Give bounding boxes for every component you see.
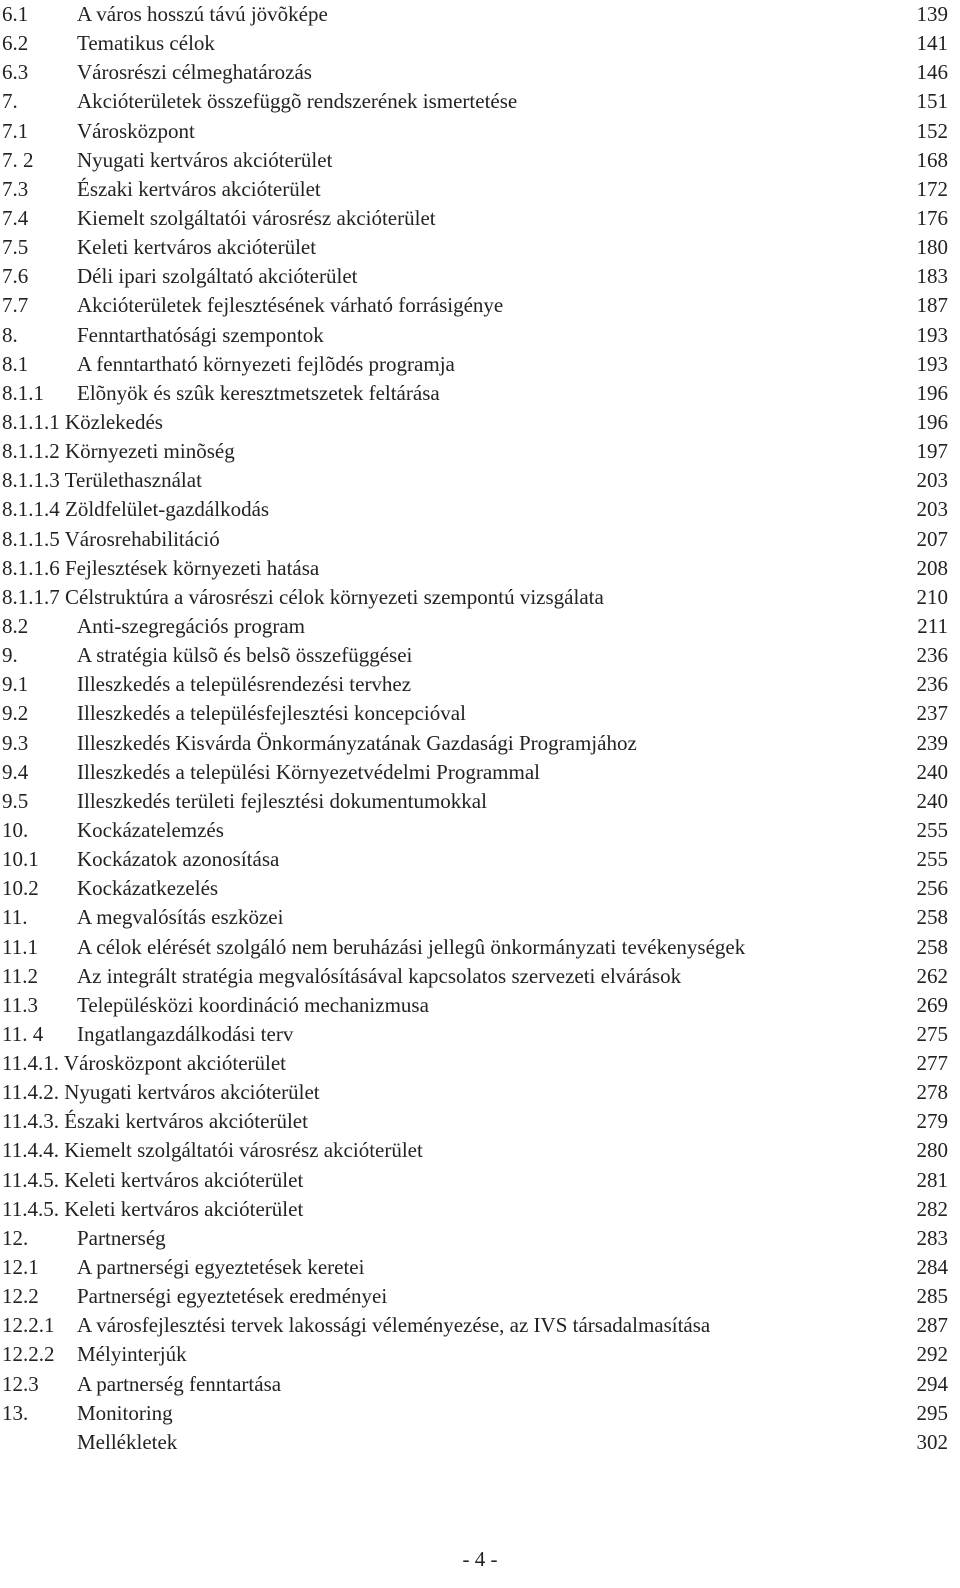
toc-entry[interactable] [0,1195,960,1224]
toc-entry[interactable] [0,699,960,728]
toc-entry-number: 9. [2,643,18,668]
toc-entry-number: 8.1.1 [2,380,44,405]
toc-entry-number: 12. [2,1225,29,1250]
toc-entry-page: 141 [916,31,948,56]
toc-entry-page: 295 [916,1400,948,1425]
toc-entry-number: 7.6 [2,264,29,289]
toc-entry-page: 255 [916,847,948,872]
toc-entry-page: 240 [916,788,948,813]
toc-entry[interactable] [0,262,960,291]
toc-entry-page: 146 [916,60,948,85]
toc-entry-number: 9.4 [2,759,29,784]
toc-entry[interactable] [0,437,960,466]
toc-entry-title: Illeszkedés a települési Környezetvédelmi Programmal [77,759,540,784]
toc-entry-page: 183 [916,264,948,289]
toc-entry[interactable] [0,175,960,204]
toc-entry-page: 278 [916,1080,948,1105]
toc-entry-title: 11.4.1. Városközpont akcióterület [2,1051,287,1076]
toc-entry-number: 12.2 [2,1284,39,1309]
toc-entry-title: Kockázatkezelés [77,876,219,901]
toc-entry-page: 193 [916,322,948,347]
toc-entry-number: 7.3 [2,176,29,201]
toc-entry-title: 8.1.1.6 Fejlesztések környezeti hatása [2,555,320,580]
toc-entry-title: Keleti kertváros akcióterület [77,235,317,260]
toc-entry[interactable] [0,117,960,146]
toc-entry[interactable] [0,1136,960,1165]
toc-entry[interactable] [0,0,960,29]
toc-entry[interactable] [0,1311,960,1340]
toc-entry-title: 11.4.5. Keleti kertváros akcióterület [2,1196,304,1221]
toc-entry[interactable] [0,291,960,320]
toc-entry-title: Déli ipari szolgáltató akcióterület [77,264,358,289]
toc-entry-page: 151 [916,89,948,114]
toc-entry[interactable] [0,641,960,670]
toc-entry-page: 258 [916,905,948,930]
toc-entry-number: 9.5 [2,788,29,813]
toc-entry-number: 10.1 [2,847,39,872]
page-number: - 4 - [462,1547,498,1571]
toc-entry-title: Városrészi célmeghatározás [77,60,312,85]
toc-entry-number: 6.2 [2,31,29,56]
toc-entry-number: 7. [2,89,18,114]
toc-entry[interactable] [0,933,960,962]
toc-entry-title: Illeszkedés Kisvárda Önkormányzatának Gazdasági Programjához [77,730,637,755]
toc-entry-page: 239 [916,730,948,755]
toc-entry-page: 281 [916,1167,948,1192]
toc-entry-number: 13. [2,1400,29,1425]
toc-entry-page: 275 [916,1021,948,1046]
toc-entry-page: 139 [916,2,948,26]
toc-entry-number: 11. [2,905,28,930]
toc-entry-page: 187 [916,293,948,318]
toc-entry-title: Partnerség [77,1225,166,1250]
toc-entry-number: 8.2 [2,613,29,638]
toc-entry[interactable] [0,1078,960,1107]
toc-entry-page: 203 [916,497,948,522]
toc-entry-number: 12.3 [2,1371,39,1396]
toc-entry-title: Városközpont [77,118,195,143]
toc-entry[interactable] [0,1340,960,1369]
toc-entry[interactable] [0,758,960,787]
toc-entry-title: 11.4.4. Kiemelt szolgáltatói városrész akcióterület [2,1138,423,1163]
toc-entry-page: 237 [916,701,948,726]
toc-entry-title: Kockázatok azonosítása [77,847,280,872]
toc-entry-title: Tematikus célok [77,31,215,56]
toc-entry-title: 8.1.1.7 Célstruktúra a városrészi célok környezeti szempontú vizsgálata [2,584,604,609]
toc-entry[interactable] [0,787,960,816]
toc-entry-page: 236 [916,643,948,668]
toc-entry-title: Az integrált stratégia megvalósításával kapcsolatos szervezeti elvárások [77,963,682,988]
toc-entry-page: 211 [917,613,948,638]
toc-entry[interactable] [0,204,960,233]
toc-entry[interactable] [0,1253,960,1282]
toc-entry-page: 240 [916,759,948,784]
toc-entry[interactable] [0,233,960,262]
toc-entry-page: 287 [916,1313,948,1338]
toc-entry[interactable] [0,1224,960,1253]
toc-entry-number: 9.3 [2,730,29,755]
toc-entry-number: 7.4 [2,205,29,230]
toc-entry-title: Akcióterületek fejlesztésének várható forrásigénye [77,293,504,318]
toc-entry[interactable] [0,962,960,991]
toc-entry-page: 210 [916,584,948,609]
toc-entry-number: 10.2 [2,876,39,901]
toc-entry-number: 11. 4 [2,1021,44,1046]
toc-entry[interactable] [0,525,960,554]
toc-entry[interactable] [0,991,960,1020]
toc-entry-title: 8.1.1.4 Zöldfelület-gazdálkodás [2,497,270,522]
toc-entry[interactable] [0,1282,960,1311]
toc-entry[interactable] [0,466,960,495]
toc-entry-title: Kockázatelemzés [77,817,224,842]
toc-entry[interactable] [0,816,960,845]
toc-entry-page: 180 [916,235,948,260]
toc-entry-title: Mélyinterjúk [77,1342,187,1367]
toc-entry-title: Településközi koordináció mechanizmusa [77,992,429,1017]
toc-entry-number: 7.5 [2,235,29,260]
toc-entry[interactable] [0,845,960,874]
toc-entry[interactable] [0,1370,960,1399]
toc-entry-title: A városfejlesztési tervek lakossági véleményezése, az IVS társadalmasítása [77,1313,711,1338]
toc-entry[interactable] [0,350,960,379]
toc-entry[interactable] [0,1020,960,1049]
toc-entry[interactable] [0,321,960,350]
toc-entry[interactable] [0,146,960,175]
toc-entry-page: 196 [916,380,948,405]
toc-entry-title: 11.4.3. Északi kertváros akcióterület [2,1109,308,1134]
toc-entry-page: 207 [916,526,948,551]
toc-entry-number: 11.1 [2,934,38,959]
toc-entry[interactable] [0,58,960,87]
toc-entry-number: 7.7 [2,293,29,318]
toc-entry-page: 262 [916,963,948,988]
toc-entry-title: Partnerségi egyeztetések eredményei [77,1284,388,1309]
toc-entry-title: A fenntartható környezeti fejlõdés programja [77,351,455,376]
toc-entry-title: Elõnyök és szûk keresztmetszetek feltárása [77,380,440,405]
toc-entry-page: 258 [916,934,948,959]
toc-entry-page: 256 [916,876,948,901]
toc-entry[interactable] [0,1399,960,1428]
toc-entry-title: Ingatlangazdálkodási terv [77,1021,294,1046]
toc-entry-title: A város hosszú távú jövõképe [77,2,328,26]
toc-entry-page: 197 [916,439,948,464]
toc-entry-number: 7.1 [2,118,29,143]
toc-entry[interactable] [0,1107,960,1136]
toc-entry-title: A partnerségi egyeztetések keretei [77,1255,365,1280]
toc-entry-title: 8.1.1.2 Környezeti minõség [2,439,235,464]
toc-entry-number: 9.1 [2,672,29,697]
toc-entry-title: Nyugati kertváros akcióterület [77,147,333,172]
toc-entry-page: 302 [916,1429,948,1454]
toc-entry-number: 12.2.1 [2,1313,55,1338]
toc-entry[interactable] [0,1428,960,1457]
toc-entry-number: 11.3 [2,992,38,1017]
toc-entry-page: 294 [916,1371,948,1396]
toc-entry-title: Illeszkedés területi fejlesztési dokumentumokkal [77,788,487,813]
toc-entry-page: 277 [916,1051,948,1076]
toc-entry[interactable] [0,1049,960,1078]
toc-entry-page: 203 [916,468,948,493]
toc-entry-number: 12.1 [2,1255,39,1280]
toc-entry-title: A megvalósítás eszközei [77,905,284,930]
toc-entry-page: 168 [916,147,948,172]
toc-entry[interactable] [0,583,960,612]
toc-entry-title: 8.1.1.3 Területhasználat [2,468,202,493]
toc-entry-page: 176 [916,205,948,230]
toc-entry-page: 269 [916,992,948,1017]
toc-entry-page: 236 [916,672,948,697]
toc-entry-page: 282 [916,1196,948,1221]
toc-entry-number: 8.1 [2,351,29,376]
toc-entry-page: 208 [916,555,948,580]
toc-entry-page: 172 [916,176,948,201]
toc-entry-title: Kiemelt szolgáltatói városrész akcióterület [77,205,436,230]
toc-entry[interactable] [0,495,960,524]
toc-entry-page: 285 [916,1284,948,1309]
toc-entry-title: 8.1.1.5 Városrehabilitáció [2,526,220,551]
toc-entry-number: 7. 2 [2,147,34,172]
toc-entry-title: 11.4.5. Keleti kertváros akcióterület [2,1167,304,1192]
toc-entry-title: Illeszkedés a településfejlesztési koncepcióval [77,701,466,726]
toc-entry-title: Akcióterületek összefüggõ rendszerének ismertetése [77,89,518,114]
toc-entry-title: A célok elérését szolgáló nem beruházási jellegû önkormányzati tevékenységek [77,934,746,959]
toc-entry-number: 10. [2,817,29,842]
toc-entry-title: Mellékletek [77,1429,178,1454]
toc-entry-page: 152 [916,118,948,143]
toc-entry-number: 12.2.2 [2,1342,55,1367]
toc-entry-title: 8.1.1.1 Közlekedés [2,409,163,434]
toc-entry-page: 279 [916,1109,948,1134]
toc-entry[interactable] [0,1166,960,1195]
toc-entry-number: 8. [2,322,18,347]
toc-entry[interactable] [0,29,960,58]
toc-entry-page: 283 [916,1225,948,1250]
toc-entry-page: 196 [916,409,948,434]
toc-entry-page: 255 [916,817,948,842]
toc-entry-page: 284 [916,1255,948,1280]
toc-entry-number: 9.2 [2,701,29,726]
toc-entry-title: Monitoring [77,1400,173,1425]
toc-entry-title: A partnerség fenntartása [77,1371,282,1396]
toc-entry[interactable] [0,87,960,116]
toc-entry-page: 292 [916,1342,948,1367]
toc-entry[interactable] [0,874,960,903]
toc-entry[interactable] [0,670,960,699]
toc-entry[interactable] [0,729,960,758]
toc-entry-number: 6.1 [2,2,29,26]
toc-entry[interactable] [0,379,960,408]
toc-entry[interactable] [0,408,960,437]
toc-entry[interactable] [0,903,960,932]
toc-entry[interactable] [0,554,960,583]
toc-entry-title: Fenntarthatósági szempontok [77,322,324,347]
toc-entry-page: 193 [916,351,948,376]
toc-entry-page: 280 [916,1138,948,1163]
toc-entry-title: A stratégia külsõ és belsõ összefüggései [77,643,413,668]
toc-entry-title: Illeszkedés a településrendezési tervhez [77,672,412,697]
toc-entry-title: Anti-szegregációs program [77,613,305,638]
toc-entry-number: 6.3 [2,60,29,85]
toc-entry-title: 11.4.2. Nyugati kertváros akcióterület [2,1080,320,1105]
toc-entry[interactable] [0,612,960,641]
toc-entry-number: 11.2 [2,963,38,988]
toc-entry-title: Északi kertváros akcióterület [77,176,321,201]
